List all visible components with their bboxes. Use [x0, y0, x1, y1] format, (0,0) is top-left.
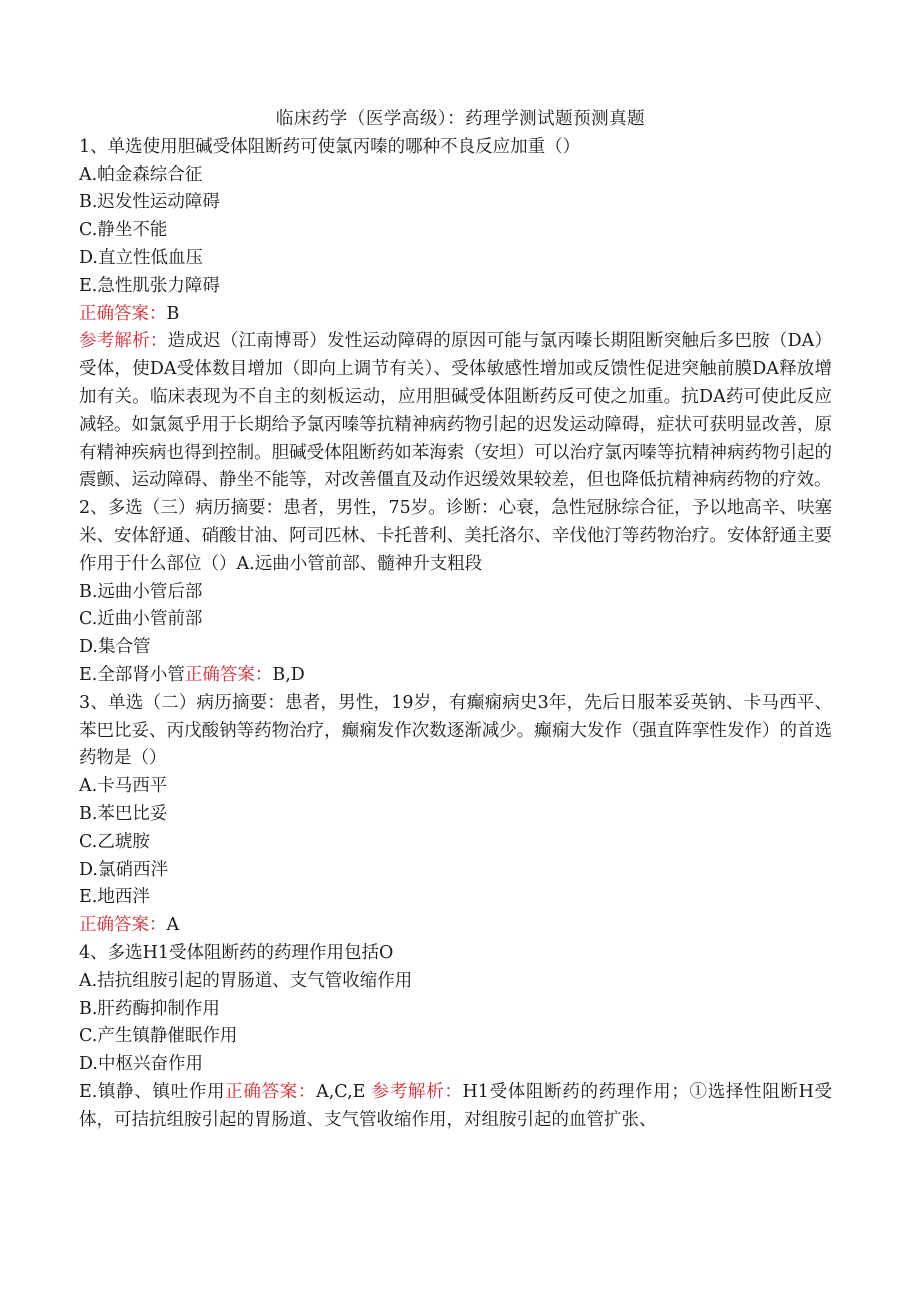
- q3-option-e: E.地西泮: [79, 887, 150, 908]
- q2-option-e: [79, 662, 832, 690]
- q4-answer-label: 正确答案：: [225, 1081, 317, 1102]
- q3-option-b: B.苯巴比妥: [79, 803, 168, 824]
- q1-stem: 1、单选使用胆碱受体阻断药可使氯丙嗪的哪种不良反应加重（）: [79, 136, 581, 157]
- q1-answer: [79, 301, 832, 329]
- q2-option-b: B.远曲小管后部: [79, 581, 203, 602]
- q1-analysis-text: 造成迟（江南博哥）发性运动障碍的原因可能与氯丙嗪长期阻断突触后多巴胺（DA）受体，使DA受体数目增加（即向上调节有关）、受体敏感性增加或反馈性促进突触前膜DA释放增加有关。临床表现为不自主的刻板运动，应用胆碱受体阻断药反可使之加重。抗DA药可使此反应减轻。如氯氮乎用于长期给予氯丙嗪等抗精神病药物引起的迟发运动障碍，症状可获明显改善，原有精神疾病也得到控制。胆碱受体阻断药如苯海索（安坦）可以治疗氯丙嗪等抗精神病药物引起的震颤、运动障碍、静坐不能等，对改善僵直及动作迟缓效果较差，但也降低抗精神病药物的疗效。: [79, 331, 832, 491]
- q3-answer-value: A: [166, 915, 180, 936]
- q4-answer-value: A,C,E: [316, 1081, 366, 1102]
- q4-option-e-answer: [79, 1079, 832, 1135]
- q1-answer-value: B: [166, 303, 180, 324]
- q4-analysis-text: H1受体阻断药的药理作用；①选择性阻断H受体，可拮抗组胺引起的胃肠道、支气管收缩作用，对组胺引起的血管扩张、: [79, 1081, 833, 1130]
- q4-stem: 4、多选H1受体阻断药的药理作用包括O: [79, 942, 394, 963]
- page-title: 临床药学（医学高级）：药理学测试题预测真题: [275, 109, 646, 129]
- q3-answer-label: 正确答案：: [79, 915, 167, 936]
- q1-option-a: A.帕金森综合征: [79, 164, 203, 185]
- q3-answer: [79, 912, 832, 940]
- q1-option-c: C.静坐不能: [79, 220, 168, 241]
- q4-option-e-text: E.镇静、镇吐作用: [79, 1081, 226, 1102]
- q1-answer-label: 正确答案：: [79, 303, 167, 324]
- q3-option-d: D.氯硝西泮: [79, 859, 168, 880]
- q4-analysis-label: 参考解析：: [371, 1081, 463, 1102]
- q2-stem: 2、多选（三）病历摘要：患者，男性，75岁。诊断：心衰，急性冠脉综合征，予以地高辛、呋塞米、安体舒通、硝酸甘油、阿司匹林、卡托普利、美托洛尔、辛伐他汀等药物治疗。安体舒通主要作用于什么部位（）A.远曲小管前部、髓神升支粗段: [79, 498, 832, 574]
- q2-answer-label: 正确答案：: [184, 664, 273, 685]
- q1-option-d: D.直立性低血压: [79, 247, 203, 268]
- q4-option-c: C.产生镇静催眠作用: [79, 1026, 238, 1047]
- q3-stem: 3、单选（二）病历摘要：患者，男性，19岁，有癫痫病史3年，先后日服苯妥英钠、卡马西平、苯巴比妥、丙戊酸钠等药物治疗，癫痫发作次数逐渐减少。癫痫大发作（强直阵挛性发作）的首选药物是（）: [79, 692, 832, 769]
- q3-option-c: C.乙琥胺: [79, 831, 150, 852]
- q1-option-e: E.急性肌张力障碍: [79, 275, 220, 296]
- q4-option-a: A.拮抗组胺引起的胃肠道、支气管收缩作用: [79, 970, 413, 991]
- q2-option-d: D.集合管: [79, 637, 151, 658]
- q2-answer-value: B,D: [272, 664, 305, 685]
- q2-option-e-text: E.全部肾小管: [79, 664, 185, 685]
- q1-analysis: [79, 328, 832, 495]
- q4-option-b: B.肝药酶抑制作用: [79, 998, 220, 1019]
- q2-option-c: C.近曲小管前部: [79, 609, 203, 630]
- q1-option-b: B.迟发性运动障碍: [79, 192, 220, 213]
- q3-option-a: A.卡马西平: [79, 776, 168, 797]
- q4-option-d: D.中枢兴奋作用: [79, 1054, 203, 1075]
- q1-analysis-label: 参考解析：: [79, 331, 168, 352]
